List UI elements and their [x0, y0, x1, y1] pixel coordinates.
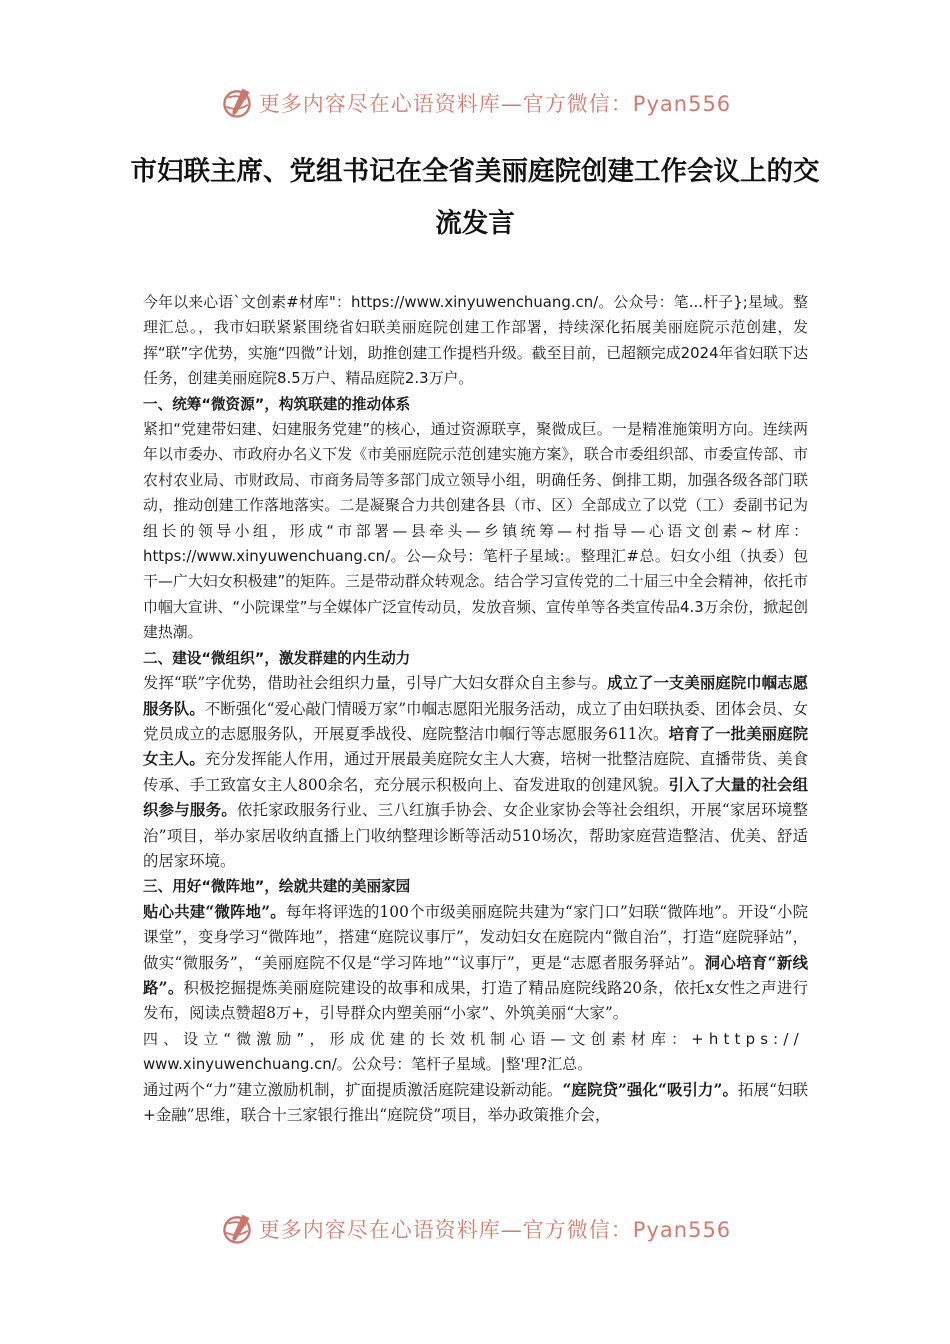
section-2-paragraph: 发挥“联”字优势，借助社会组织力量，引导广大妇女群众自主参与。成立了一支美丽庭院巾帼志愿服务队。不断强化“爱心敲门情暖万家”巾帼志愿阳光服务活动，成立了由妇联执委、团体会员、女党员成立的志愿服务队，开展夏季战役、庭院整洁巾帼行等志愿服务611次。培育了一批美丽庭院女主人。充分发挥能人作用，通过开展最美庭院女主人大赛，培树一批整洁庭院、直播带货、美食传承、手工致富女主人800余名，充分展示积极向上、奋发进取的创建风貌。引入了大量的社会组织参与服务。依托家政服务行业、三八红旗手协会、女企业家协会等社会组织，开展“家居环境整治”项目，举办家居收纳直播上门收纳整理诊断等活动510场次，帮助家庭营造整洁、优美、舒适的居家环境。	[143, 674, 808, 870]
intro-paragraph: 今年以来心语`文创素#材库"：https://www.xinyuwenchuang.cn/。公众号：笔...杆子};星域。整理汇总。，我市妇联紧紧围绕省妇联美丽庭院创建工作部署，持续深化拓展美丽庭院示范创建，发挥“联”字优势，实施“四微”计划，助推创建工作提档升级。截至目前，已超额完成2024年省妇联下达任务，创建美丽庭院8.5万户、精品庭院2.3万户。	[143, 293, 808, 388]
section-4-heading: 四、设立“微激励”，形成优建的长效机制心语—文创素材库：+https:// www.xinyuwenchuang.cn/。公众号：笔杆子星域。|整'理?汇总。	[143, 1029, 804, 1074]
section-3-heading: 三、用好“微阵地”，绘就共建的美丽家园	[143, 878, 411, 896]
banner-text: 更多内容尽在心语资料库—官方微信：Pyan556	[258, 92, 732, 116]
header-banner	[0, 82, 950, 124]
section-1-paragraph: 紧扣“党建带妇建、妇建服务党建”的核心，通过资源联享，聚微成巨。一是精准施策明方向。连续两年以市委办、市政府办名义下发《市美丽庭院示范创建实施方案》，联合市委组织部、市委宣传部、市农村农业局、市财政局、市商务局等多部门成立领导小组，明确任务、倒排工期，加强各级各部门联动，推动创建工作落地落实。二是凝聚合力共创建各县（市、区）全部成立了以党（工）委副书记为组长的领导小组，形成“市部署—县牵头—乡镇统筹—村指导—心语文创素~材库：https://www.xinyuwenchuang.cn/。公—众号：笔杆子星域:。整理汇#总。妇女小组（执委）包干—广大妇女积极建”的矩阵。三是带动群众转观念。结合学习宣传党的二十届三中全会精神，依托市巾帼大宣讲、“小院课堂”与全媒体广泛宣传动员，发放音频、宣传单等各类宣传品4.3万余份，掀起创建热潮。	[143, 420, 808, 642]
section-3-highlight-1: 贴心共建“微阵地”。	[143, 902, 286, 921]
section-2-highlight-3: 引入了大量的社会组织参与服务。	[143, 775, 808, 820]
footer-banner	[0, 1208, 950, 1250]
section-2-highlight-1: 成立了一支美丽庭院巾帼志愿服务队。	[143, 674, 808, 718]
pen-globe-logo-icon	[219, 85, 255, 121]
section-2-highlight-2: 培育了一批美丽庭院女主人。	[143, 724, 808, 769]
section-4-paragraph: 通过两个“力”建立激励机制，扩面提质激活庭院建设新动能。“庭院贷”强化“吸引力”。拓展“妇联+金融”思维，联合十三家银行推出“庭院贷”项目，举办政策推介会，	[143, 1080, 808, 1124]
section-1-heading: 一、统筹“微资源”，构筑联建的推动体系	[143, 395, 411, 413]
section-2-heading: 二、建设“微组织”，激发群建的内生动力	[143, 649, 411, 667]
section-3-highlight-2: 洞心培育“新线路”。	[143, 953, 808, 997]
page-title: 市妇联主席、党组书记在全省美丽庭院创建工作会议上的交流发言	[130, 156, 820, 239]
document-body	[143, 290, 808, 1128]
pen-globe-logo-icon	[219, 1211, 255, 1247]
section-4-highlight-1: “庭院贷”强化“吸引力”。	[562, 1080, 739, 1099]
section-3-paragraph: 贴心共建“微阵地”。每年将评选的100个市级美丽庭院共建为“家门口”妇联“微阵地”。开设“小院课堂”，变身学习“微阵地”，搭建“庭院议事厅”，发动妇女在庭院内“微自治”，打造“庭院驿站”，做实“微服务”，“美丽庭院不仅是“学习阵地”“议事厅”，更是“志愿者服务驿站”。洞心培育“新线路”。积极挖掘提炼美丽庭院建设的故事和成果，打造了精品庭院线路20条，依托x女性之声进行发布，阅读点赞超8万+，引导群众内塑美丽“小家”、外筑美丽“大家”。	[143, 902, 808, 1023]
banner-text: 更多内容尽在心语资料库—官方微信：Pyan556	[258, 1218, 732, 1242]
